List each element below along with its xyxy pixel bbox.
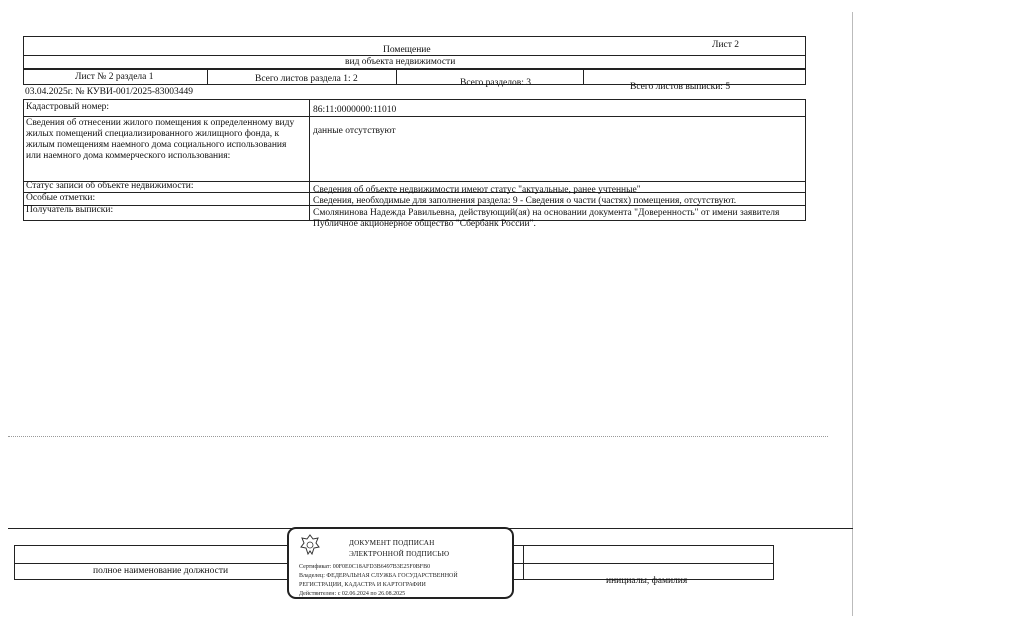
position-label: полное наименование должности: [93, 566, 229, 576]
table-row-value: Сведения, необходимые для заполнения раздела: 9 - Сведения о части (частях) помещения, отсутствуют.: [313, 196, 737, 206]
stamp-certificate: Сертификат: 00F0E0C18AFD3B6497B3E25F0BFB0: [299, 564, 431, 570]
total-sections: Всего разделов: 3: [460, 78, 532, 88]
info-divider-1: [207, 69, 208, 85]
total-sheets-section: Всего листов раздела 1: 2: [255, 74, 358, 84]
stamp-owner-2: РЕГИСТРАЦИИ, КАДАСТРА И КАРТОГРАФИИ: [299, 582, 426, 588]
electronic-signature-stamp: [287, 527, 514, 599]
data-table-column-divider: [309, 99, 310, 221]
stamp-line-2: ЭЛЕКТРОННОЙ ПОДПИСЬЮ: [349, 550, 450, 558]
total-sheets-extract: Всего листов выписки: 5: [630, 82, 731, 92]
table-row-label: Особые отметки:: [26, 193, 96, 203]
dotted-separator: [8, 436, 828, 437]
info-divider-2: [396, 69, 397, 85]
info-divider-3: [583, 69, 584, 85]
table-row-value: данные отсутствуют: [313, 126, 396, 136]
section-subtitle: вид объекта недвижимости: [345, 57, 456, 67]
table-row-label: Сведения об отнесении жилого помещения к определенному виду жилых помещений специализированного жилищного фонда, к жилым помещениям наемного дома социального использования или наемного дома коммерческого использования:: [26, 118, 295, 161]
row-divider-1: [23, 116, 806, 117]
table-row-label: Статус записи об объекте недвижимости:: [26, 181, 194, 191]
sheet-label: Лист 2: [712, 40, 740, 50]
table-row-value: Сведения об объекте недвижимости имеют статус "актуальные, ранее учтенные": [313, 185, 641, 195]
sheet-of-section: Лист № 2 раздела 1: [75, 72, 154, 82]
table-row-value: 86:11:0000000:11010: [313, 105, 397, 115]
initials-label: инициалы, фамилия: [606, 576, 688, 586]
stamp-validity: Действителен: с 02.06.2024 по 26.08.2025: [299, 591, 406, 597]
table-row-value: Смолянинова Надежда Равильевна, действующий(ая) на основании документа "Доверенность" от имени заявителя Публичное акционерное общество "Сбербанк России".: [313, 208, 780, 229]
table-row-label: Кадастровый номер:: [26, 102, 110, 112]
stamp-owner: Владелец: ФЕДЕРАЛЬНАЯ СЛУЖБА ГОСУДАРСТВЕННОЙ: [299, 573, 458, 579]
stamp-line-1: ДОКУМЕНТ ПОДПИСАН: [349, 539, 435, 547]
table-row-label: Получатель выписки:: [26, 205, 114, 215]
emblem-icon: [299, 533, 321, 562]
signature-table-divider: [523, 545, 524, 580]
document-reference: 03.04.2025г. № КУВИ-001/2025-83003449: [25, 87, 194, 97]
page-edge-right: [852, 12, 853, 616]
section-title: Помещение: [383, 45, 431, 55]
